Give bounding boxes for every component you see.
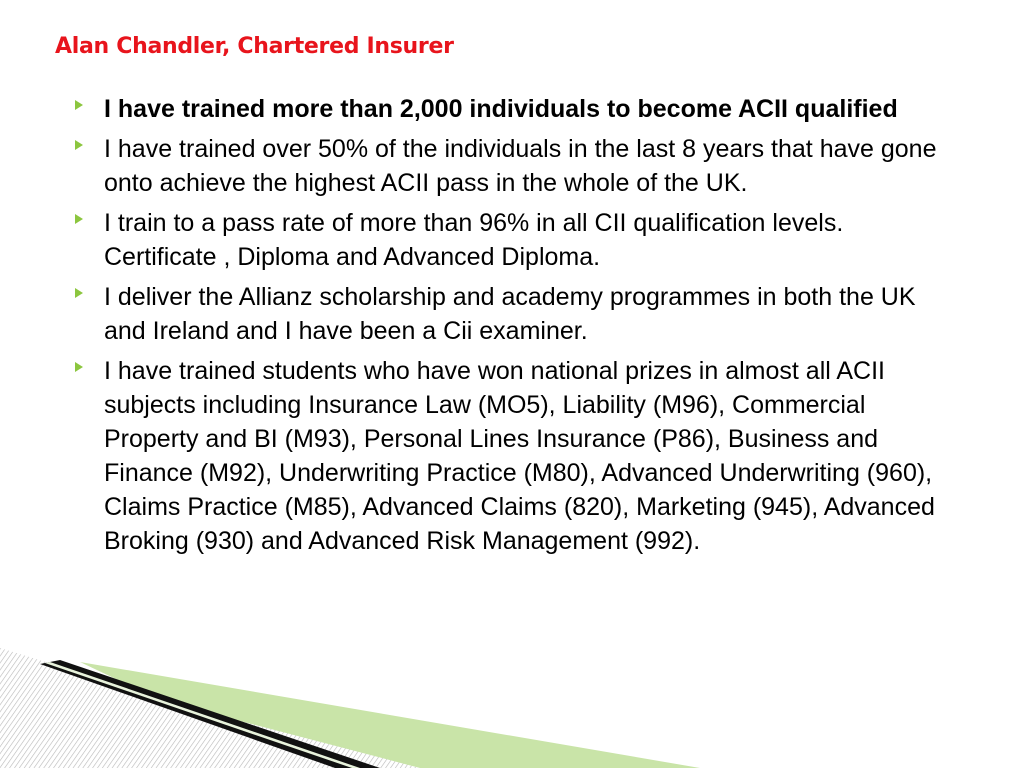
green-triangle-bullet-icon — [75, 140, 83, 150]
slide-title: Alan Chandler, Chartered Insurer — [55, 34, 454, 59]
bullet-text: I have trained students who have won national prizes in almost all ACII subjects including Insurance Law (MO5), Liability (M96), Commercial Property and BI (M93), Personal Lines Insurance (P86), Business and Finance (M92), Underwriting Practice (M80), Advanced Underwriting (960), Claims Practice (M85), Advanced Claims (820), Marketing (945), Advanced Broking (930) and Advanced Risk Management (992). — [104, 357, 935, 555]
bullet-item — [70, 206, 950, 274]
bullet-item — [70, 132, 950, 200]
bullet-item — [70, 92, 950, 126]
green-triangle-bullet-icon — [75, 100, 83, 110]
bullet-text: I have trained over 50% of the individuals in the last 8 years that have gone onto achieve the highest ACII pass in the whole of the UK. — [104, 135, 937, 197]
bullet-list — [70, 92, 950, 564]
bullet-text: I have trained more than 2,000 individuals to become ACII qualified — [104, 95, 898, 123]
bullet-text: I train to a pass rate of more than 96% in all CII qualification levels. Certificate , Diploma and Advanced Diploma. — [104, 209, 844, 271]
bullet-item — [70, 354, 950, 558]
green-triangle-bullet-icon — [75, 288, 83, 298]
bullet-item — [70, 280, 950, 348]
green-triangle-bullet-icon — [75, 362, 83, 372]
bullet-text: I deliver the Allianz scholarship and academy programmes in both the UK and Ireland and I have been a Cii examiner. — [104, 283, 916, 345]
green-triangle-bullet-icon — [75, 214, 83, 224]
